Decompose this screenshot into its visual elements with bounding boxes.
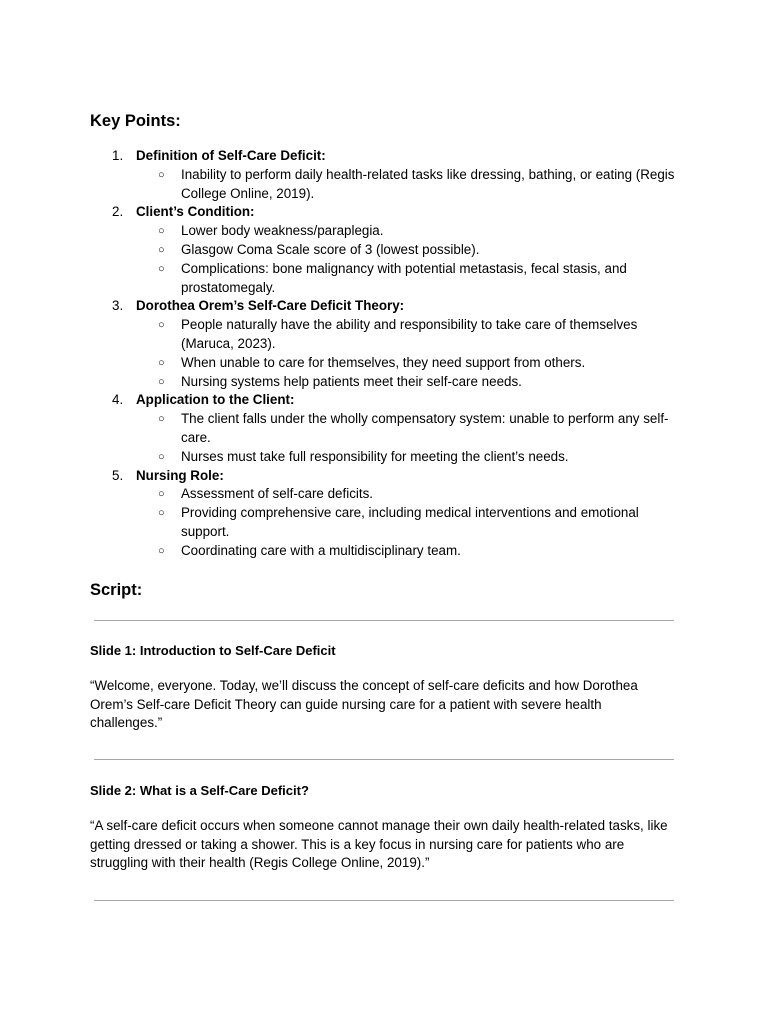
key-point-item — [90, 297, 690, 391]
circle-bullet-icon: ○ — [158, 488, 165, 501]
bullet-item — [136, 504, 690, 542]
bullet-text: Glasgow Coma Scale score of 3 (lowest possible). — [181, 241, 480, 257]
bullet-item — [136, 410, 690, 448]
key-point-number: 2. — [112, 204, 124, 220]
key-point-bullets — [136, 222, 690, 297]
circle-bullet-icon: ○ — [158, 544, 165, 557]
bullet-text: Nursing systems help patients meet their self-care needs. — [181, 373, 522, 389]
circle-bullet-icon: ○ — [158, 413, 165, 426]
bullet-text: Providing comprehensive care, including medical interventions and emotional support. — [181, 505, 639, 539]
key-point-item — [90, 467, 690, 561]
bullet-item — [136, 542, 690, 561]
horizontal-rule — [94, 900, 674, 901]
key-point-title: Definition of Self-Care Deficit: — [136, 148, 326, 163]
circle-bullet-icon: ○ — [158, 262, 165, 275]
key-point-item — [90, 391, 690, 466]
circle-bullet-icon: ○ — [158, 319, 165, 332]
key-point-bullets — [136, 166, 690, 204]
bullet-item — [136, 222, 690, 241]
key-point-title: Dorothea Orem’s Self-Care Deficit Theory: — [136, 298, 405, 314]
bullet-item — [136, 166, 690, 204]
key-point-bullets — [136, 485, 690, 560]
key-point-title: Application to the Client: — [136, 392, 295, 408]
bullet-item — [136, 260, 690, 298]
key-point-number: 4. — [112, 392, 124, 408]
key-point-bullets — [136, 410, 690, 466]
key-point-item — [90, 203, 690, 297]
key-point-number: 1. — [112, 148, 124, 163]
bullet-item — [136, 316, 690, 354]
bullet-item — [136, 354, 690, 373]
slide-2-text: “A self-care deficit occurs when someone cannot manage their own daily health-related tasks, like getting dressed or taking a shower. This is a key focus in nursing care for patients who are struggling with their health (Regis College Online, 2019).” — [90, 818, 668, 871]
bullet-text: Lower body weakness/paraplegia. — [181, 223, 384, 239]
script-heading: Script: — [90, 581, 143, 599]
circle-bullet-icon: ○ — [158, 450, 165, 463]
bullet-text: When unable to care for themselves, they need support from others. — [181, 354, 586, 370]
circle-bullet-icon: ○ — [158, 225, 165, 238]
bullet-item — [136, 241, 690, 260]
circle-bullet-icon: ○ — [158, 243, 165, 256]
bullet-text: People naturally have the ability and responsibility to take care of themselves (Maruca, 2023). — [181, 317, 638, 351]
circle-bullet-icon: ○ — [158, 356, 165, 369]
bullet-text: Complications: bone malignancy with potential metastasis, fecal stasis, and prostatomegaly. — [181, 260, 627, 295]
horizontal-rule — [94, 759, 674, 760]
key-point-number: 5. — [112, 467, 124, 483]
bullet-text: Inability to perform daily health-related tasks like dressing, bathing, or eating (Regis College Online, 2019). — [181, 166, 675, 201]
bullet-text: The client falls under the wholly compensatory system: unable to perform any self-care. — [181, 411, 669, 445]
key-point-title: Client’s Condition: — [136, 204, 255, 220]
key-points-list — [90, 147, 690, 561]
key-points-heading: Key Points: — [90, 112, 181, 130]
key-point-number: 3. — [112, 298, 124, 314]
circle-bullet-icon: ○ — [158, 168, 165, 181]
bullet-item — [136, 448, 690, 467]
bullet-text: Assessment of self-care deficits. — [181, 486, 374, 502]
slide-1-heading: Slide 1: Introduction to Self-Care Deficit — [90, 643, 336, 658]
key-point-bullets — [136, 316, 690, 391]
slide-2-heading: Slide 2: What is a Self-Care Deficit? — [90, 783, 309, 798]
key-point-title: Nursing Role: — [136, 467, 224, 483]
bullet-item — [136, 373, 690, 392]
key-point-item — [90, 147, 690, 203]
bullet-item — [136, 485, 690, 504]
slide-1-text: “Welcome, everyone. Today, we’ll discuss the concept of self-care deficits and how Dorothea Orem’s Self-care Deficit Theory can guide nursing care for a patient with severe health challenges.” — [90, 678, 638, 731]
circle-bullet-icon: ○ — [158, 507, 165, 520]
circle-bullet-icon: ○ — [158, 375, 165, 388]
bullet-text: Nurses must take full responsibility for meeting the client’s needs. — [181, 448, 569, 464]
horizontal-rule — [94, 620, 674, 621]
bullet-text: Coordinating care with a multidisciplinary team. — [181, 542, 461, 558]
